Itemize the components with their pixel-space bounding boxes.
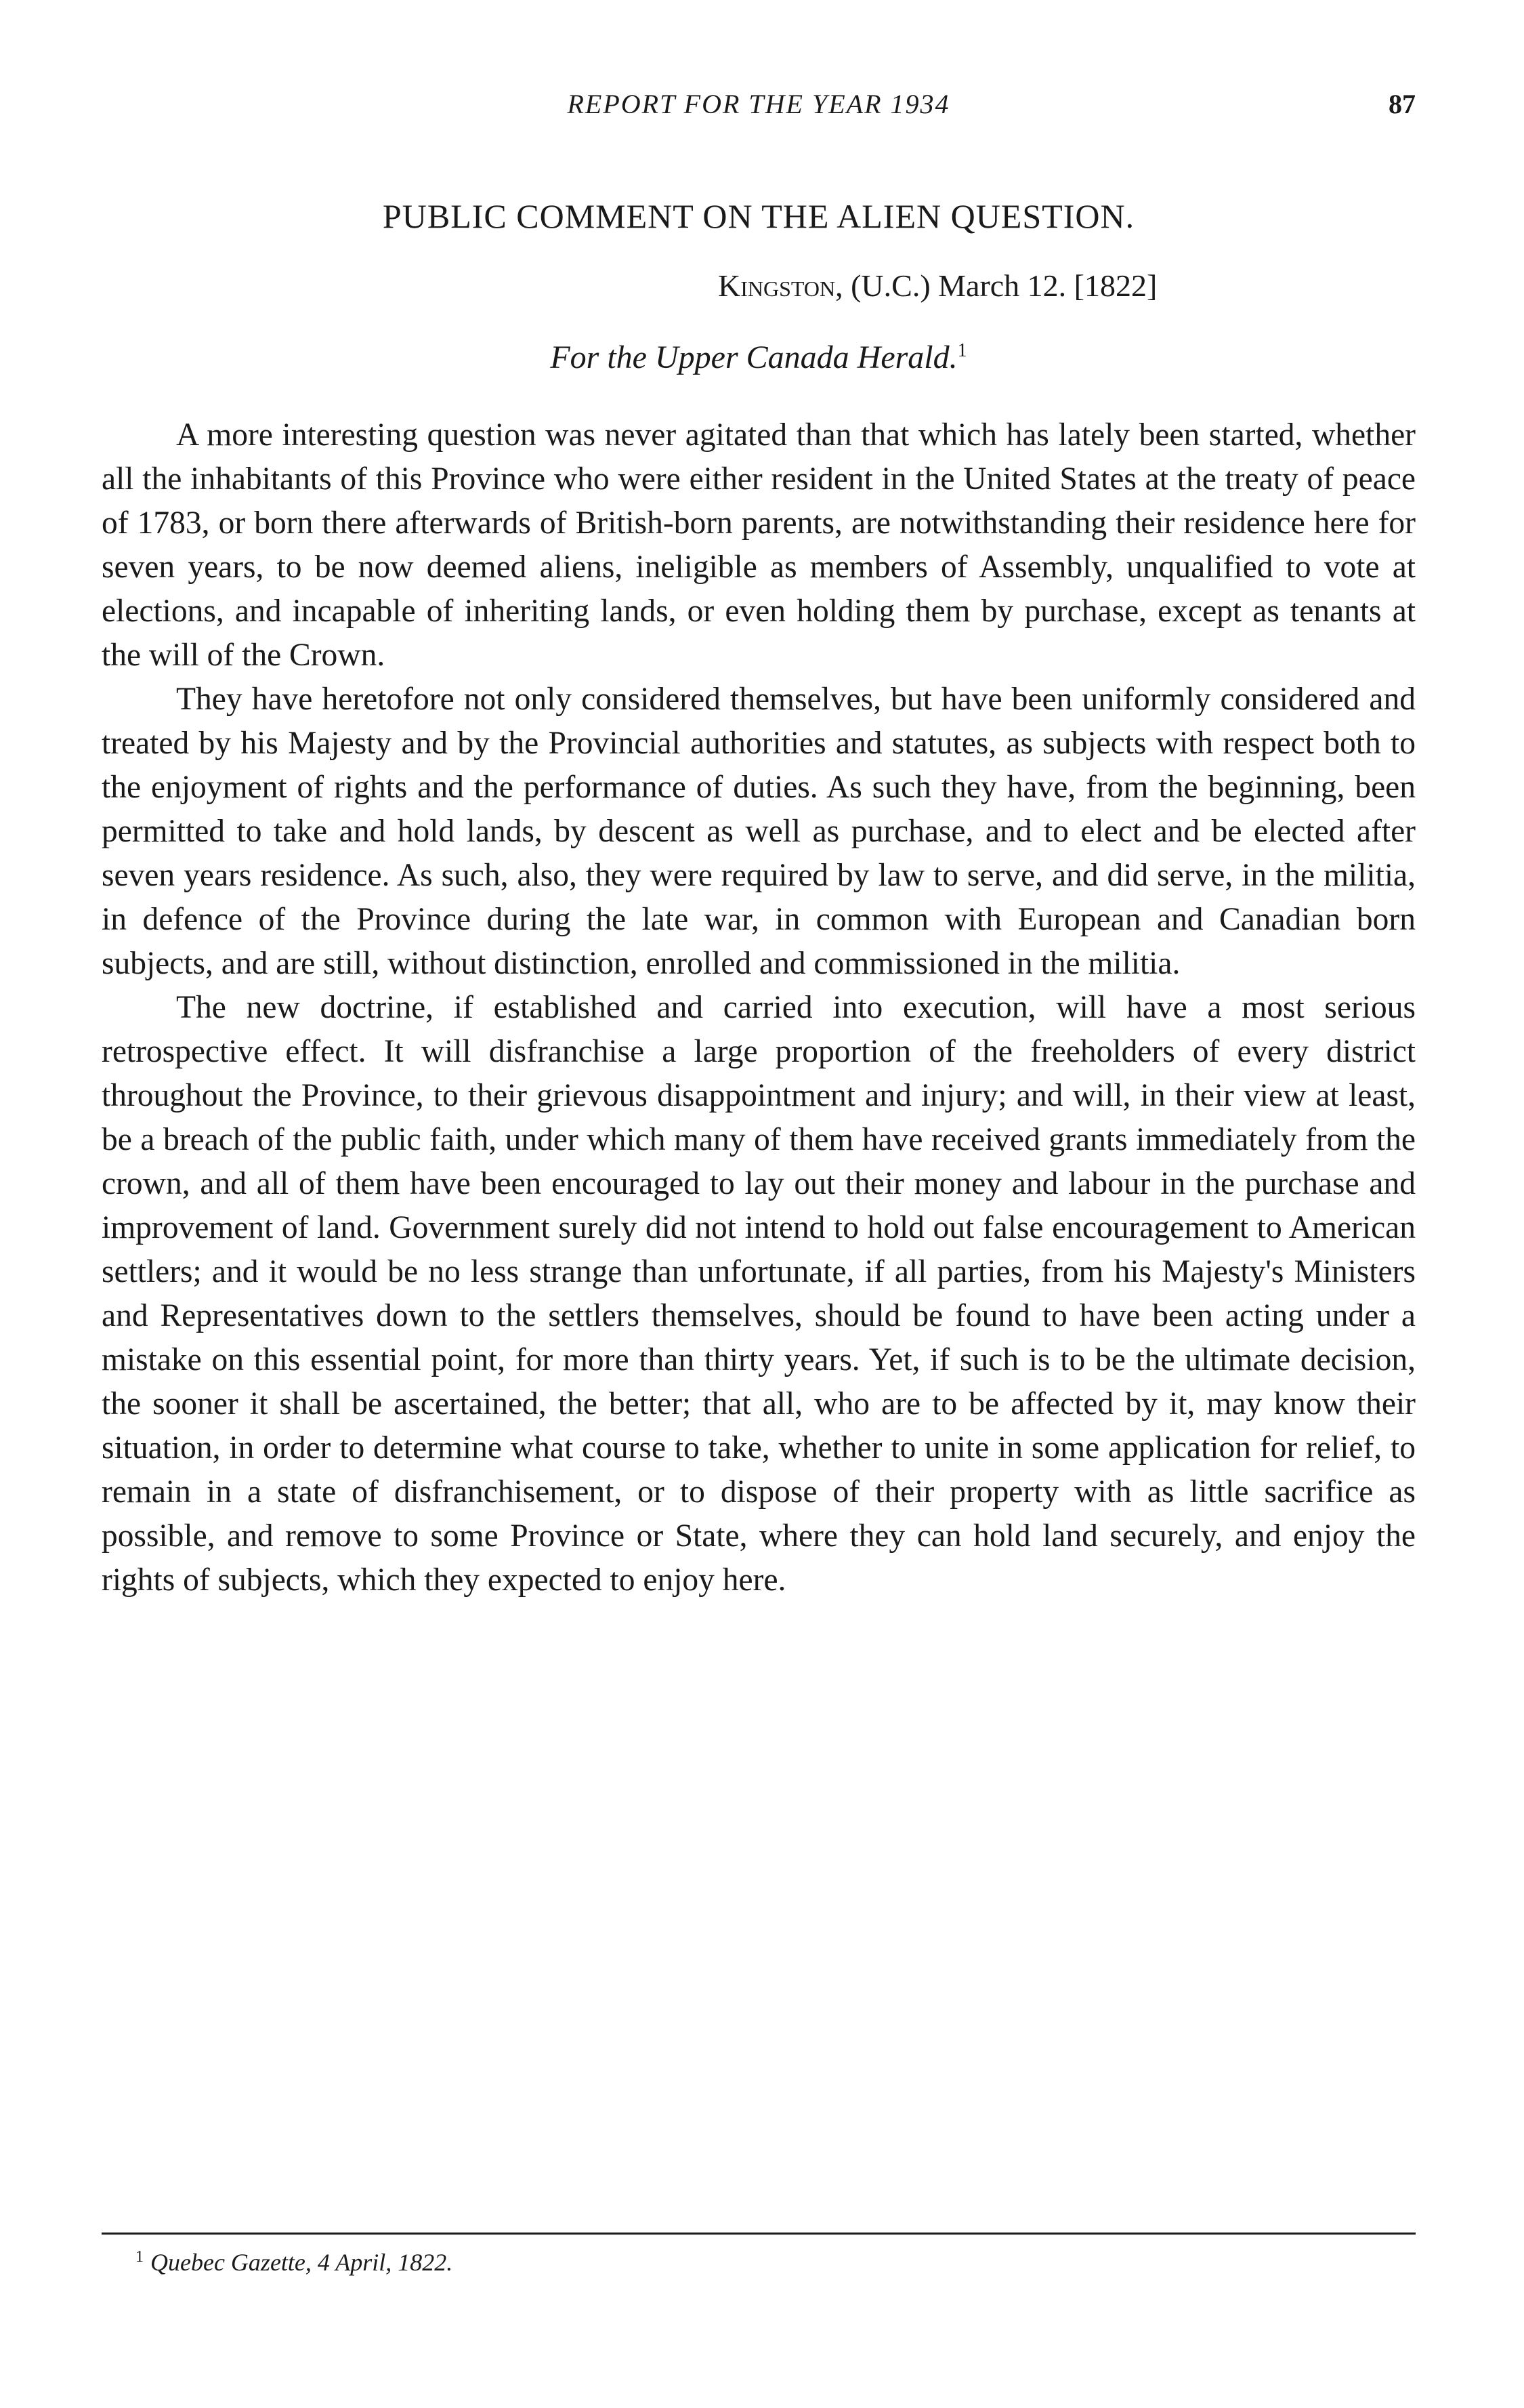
paragraph-1: A more interesting question was never agitated than that which has lately been started, whether all the inhabitants of this Province who were either resident in the United States at the treaty of peace of 1783, or born there afterwards of British-born parents, are notwithstanding their residence here for seven years, to be now deemed aliens, ineligible as members of Assembly, unqualified to vote at elections, and incapable of inheriting lands, or even holding them by purchase, except as tenants at the will of the Crown. xyxy=(102,417,1416,673)
footnote-text: Quebec Gazette, 4 April, 1822. xyxy=(150,2249,453,2276)
article-title: PUBLIC COMMENT ON THE ALIEN QUESTION. xyxy=(382,197,1135,235)
paragraph-2: They have heretofore not only considered themselves, but have been uniformly considered and treated by his Majesty and by the Provincial authorities and statutes, as subjects with respect both to the enjoyment of rights and the performance of duties. As such they have, from the beginning, been permitted to take and hold lands, by descent as well as purchase, and to elect and be elected after seven years residence. As such, also, they were required by law to serve, and did serve, in the militia, in defence of the Province during the late war, in common with European and Canadian born subjects, and are still, without distinction, enrolled and commissioned in the militia. xyxy=(102,682,1416,981)
paragraph-3: The new doctrine, if established and carried into execution, will have a most serious retrospective effect. It will disfranchise a large proportion of the freeholders of every district throughout the Province, to their grievous disappointment and injury; and will, in their view at least, be a breach of the public faith, under which many of them have received grants immediately from the crown, and all of them have been encouraged to lay out their money and labour in the purchase and improvement of land. Government surely did not intend to hold out false encouragement to American settlers; and it would be no less strange than unfortunate, if all parties, from his Majesty's Ministers and Representatives down to the settlers themselves, should be found to have been acting under a mistake on this essential point, for more than thirty years. Yet, if such is to be the ultimate decision, the sooner it shall be ascertained, the better; that all, who are to be affected by it, may know their situation, in order to determine what course to take, whether to unite in some application for relief, to remain in a state of disfranchisement, or to dispose of their property with as little sacrifice as possible, and remove to some Province or State, where they can hold land securely, and enjoy the rights of subjects, which they expected to enjoy here. xyxy=(102,990,1416,1598)
footnote-mark: 1 xyxy=(135,2248,144,2266)
running-title: REPORT FOR THE YEAR 1934 xyxy=(567,89,950,119)
footnote-reference: 1 xyxy=(957,340,967,361)
dateline-place: Kingston, xyxy=(718,268,843,303)
dateline-date: (U.C.) March 12. [1822] xyxy=(843,268,1158,303)
footnote xyxy=(135,2248,452,2277)
dateline xyxy=(718,268,1157,304)
page-number: 87 xyxy=(1389,89,1416,119)
running-head xyxy=(102,88,1416,129)
source-line xyxy=(102,339,1416,376)
source-text: For the Upper Canada Herald. xyxy=(550,339,958,375)
footnote-rule xyxy=(102,2233,1416,2235)
article-body xyxy=(102,413,1416,1602)
